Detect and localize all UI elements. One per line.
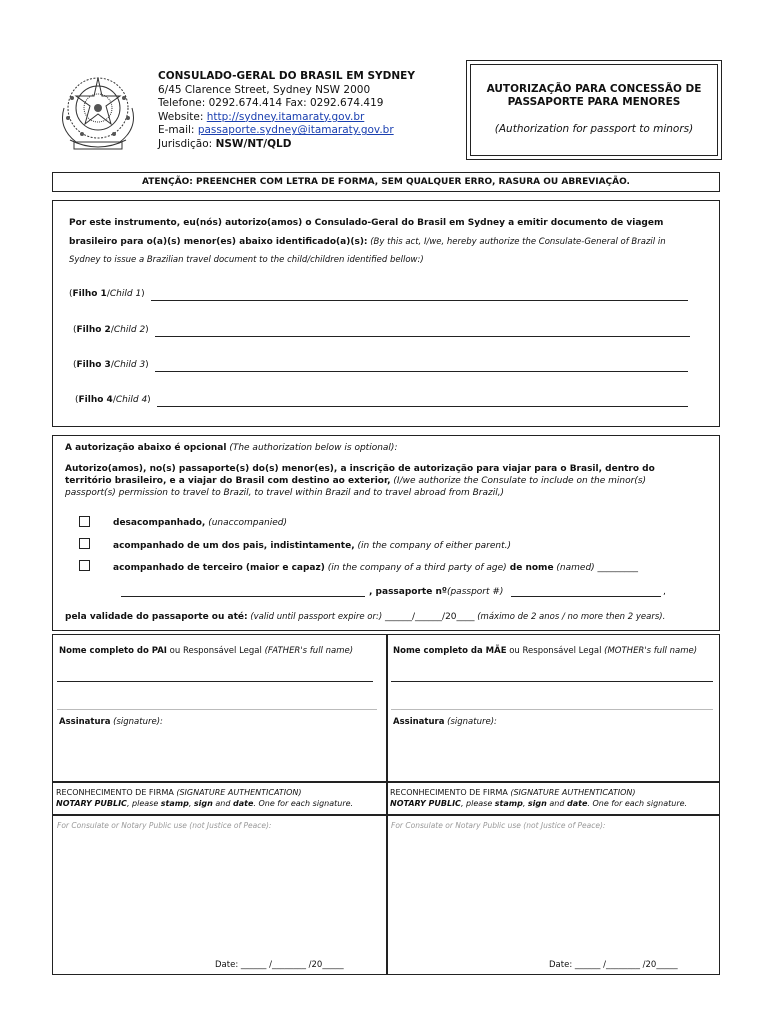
father-name-field[interactable] [57, 681, 373, 682]
notary-end-mother: . One for each signature. [587, 799, 688, 808]
father-name-label [59, 646, 353, 656]
notary-bold-mother: NOTARY PUBLIC [390, 799, 461, 808]
email-label: E-mail: [158, 124, 195, 137]
third-party-name-field[interactable] [121, 596, 365, 597]
consulate-phone: Telefone: 0292.674.414 Fax: 0292.674.419 [158, 97, 384, 110]
notary-comma-mother: , [522, 799, 528, 808]
attention-banner: ATENÇÃO: PREENCHER COM LETRA DE FORMA, SEM QUALQUER ERRO, RASURA OU ABREVIAÇÃO. [52, 172, 720, 192]
optional-heading-bold: A autorização abaixo é opcional [65, 443, 227, 453]
mother-signature-bold: Assinatura [393, 717, 445, 727]
form-title-line2: PASSAPORTE PARA MENORES [507, 96, 681, 108]
father-bold: Nome completo do PAI [59, 646, 167, 656]
notary-sign-mother: sign [527, 799, 547, 808]
father-consulate-note: For Consulate or Notary Public use (not Justice of Peace): [57, 821, 272, 830]
notary-stamp-mother: stamp [494, 799, 523, 808]
mother-notary-area[interactable] [391, 833, 716, 953]
child-3-label: Filho 3 [76, 360, 111, 370]
recon-italic-father: (SIGNATURE AUTHENTICATION) [176, 788, 302, 797]
child-3-row: (Filho 3/Child 3) [73, 360, 149, 370]
either-parent-checkbox[interactable] [79, 538, 90, 549]
validity-bold: pela validade do passaporte ou até: [65, 612, 248, 622]
child-1-name-field[interactable] [151, 300, 688, 301]
recon-label-father: RECONHECIMENTO DE FIRMA [56, 788, 177, 797]
auth-italic-2: (I/we authorize the Consulate to include on the minor(s) [390, 476, 647, 486]
intro-italic-2: (By this act, I/we, hereby authorize the Consulate-General of Brazil in [367, 237, 666, 247]
mother-authentication-header [390, 787, 687, 809]
jurisdiction-value: NSW/NT/QLD [215, 137, 292, 150]
auth-text-line2 [65, 475, 710, 487]
child-1-label: Filho 1 [72, 289, 107, 299]
optional-heading-italic: (The authorization below is optional): [226, 443, 398, 453]
mother-name-label [393, 646, 697, 656]
third-party-checkbox[interactable] [79, 560, 90, 571]
child-4-name-field[interactable] [157, 406, 688, 407]
father-signature-italic: (signature): [110, 717, 163, 727]
consulate-name: CONSULADO-GERAL DO BRASIL EM SYDNEY [158, 70, 415, 82]
validity-italic: (valid until passport expire or:) [247, 612, 383, 622]
mother-signature-field[interactable] [391, 731, 716, 779]
notary-date-father: date [233, 799, 254, 808]
father-signature-bold: Assinatura [59, 717, 111, 727]
consulate-website-row [158, 111, 415, 125]
optional-heading [65, 442, 710, 454]
auth-text-line1: Autorizo(amos), no(s) passaporte(s) do(s) menor(es), a inscrição de autorização para viajar para o Brasil, dentro do [65, 464, 655, 474]
recon-label-mother: RECONHECIMENTO DE FIRMA [390, 788, 511, 797]
opt3-bold: acompanhado de terceiro (maior e capaz) [113, 563, 325, 573]
notary-sign-father: sign [193, 799, 213, 808]
unaccompanied-option [113, 518, 287, 528]
jurisdiction-label: Jurisdição: [158, 137, 213, 150]
mother-rest: ou Responsável Legal [506, 646, 605, 656]
optional-authorization-section: A autorização abaixo é opcional (The authorization below is optional): Autorizo(amos), no(s) passaporte(s) do(s) menor(es), a inscrição de autorização para viajar para o Brasil, dentro do território brasileiro, e a viajar do Brasil com destino ao exterior, (I/we authorize the Consulate to include on the minor(s) passport(s) permission to travel to Brazil, to travel within Brazil and to travel abroad from Brazil,) desacompanhado, (unaccompanied) acompanhado de um dos pais, indistintamente, (in the company of either parent.) acompanhado de terceiro (maior e capaz) (in the company of a third party of age) de nome (named) _________ , passaporte nº(passport #) , pela validade do passaporte ou até: (valid until passport expire or:) ______/______/20____ (máximo de 2 anos / no more then 2 years). [52, 435, 720, 631]
father-date-field[interactable]: Date: ______ /________ /20_____ [215, 960, 344, 970]
notary-end-father: . One for each signature. [253, 799, 354, 808]
father-italic: (FATHER's full name) [264, 646, 354, 656]
intro-text-line2 [69, 237, 709, 247]
opt3-named-bold: de nome [506, 563, 554, 573]
parents-signature-section [52, 634, 720, 975]
child-1-row: (Filho 1/Child 1) [69, 289, 145, 299]
form-title-line1: AUTORIZAÇÃO PARA CONCESSÃO DE [486, 83, 702, 95]
notary-rest-father: , please [126, 799, 161, 808]
child-2-row: (Filho 2/Child 2) [73, 325, 149, 335]
third-party-option [113, 563, 638, 573]
mother-signature-italic: (signature): [444, 717, 497, 727]
mother-consulate-note: For Consulate or Notary Public use (not Justice of Peace): [391, 821, 606, 830]
validity-max: (máximo de 2 anos / no more then 2 years). [474, 612, 666, 622]
children-section [52, 200, 720, 427]
passport-number-field[interactable] [511, 596, 661, 597]
mother-bold: Nome completo da MÃE [393, 646, 507, 656]
child-2-label-en: Child 2 [113, 325, 146, 335]
consulate-header [158, 70, 415, 152]
intro-bold-2: brasileiro para o(a)(s) menor(es) abaixo identificado(a)(s): [69, 237, 368, 247]
brazil-coat-of-arms-seal [52, 68, 144, 156]
father-authentication-header [56, 787, 353, 809]
mother-italic: (MOTHER's full name) [604, 646, 698, 656]
consulate-email-row [158, 124, 415, 138]
website-link[interactable]: http://sydney.itamaraty.gov.br [206, 110, 365, 123]
child-2-label: Filho 2 [76, 325, 111, 335]
child-1-label-en: Child 1 [109, 289, 142, 299]
notary-stamp-father: stamp [160, 799, 189, 808]
notary-bold-father: NOTARY PUBLIC [56, 799, 127, 808]
either-parent-option [113, 541, 511, 551]
jurisdiction-row [158, 138, 415, 152]
opt3-italic: (in the company of a third party of age) [324, 563, 507, 573]
child-4-label: Filho 4 [78, 395, 113, 405]
child-2-name-field[interactable] [155, 336, 690, 337]
consulate-address: 6/45 Clarence Street, Sydney NSW 2000 [158, 83, 371, 96]
notary-and-father: and [212, 799, 233, 808]
auth-text-line3: passport(s) permission to travel to Brazil, to travel within Brazil and to travel abroad from Brazil,) [65, 488, 505, 498]
validity-date-field[interactable]: ______/______/20____ [382, 612, 475, 622]
validity-row [65, 612, 665, 622]
child-4-row: (Filho 4/Child 4) [75, 395, 151, 405]
opt1-italic: (unaccompanied) [205, 518, 287, 528]
opt1-bold: desacompanhado, [113, 518, 206, 528]
father-signature-label [59, 717, 163, 727]
passport-italic: (passport #) [446, 587, 504, 597]
website-label: Website: [158, 110, 204, 123]
auth-bold-2: território brasileiro, e a viajar do Brasil com destino ao exterior, [65, 476, 391, 486]
father-notary-area[interactable] [57, 833, 382, 953]
opt3-named-italic: (named) _________ [553, 563, 639, 573]
notary-date-mother: date [567, 799, 588, 808]
father-rest: ou Responsável Legal [166, 646, 265, 656]
mother-date-field[interactable]: Date: ______ /________ /20_____ [549, 960, 678, 970]
intro-text-line3: Sydney to issue a Brazilian travel document to the child/children identified bellow:) [69, 255, 424, 265]
passport-number-label [369, 587, 503, 597]
child-3-name-field[interactable] [155, 371, 688, 372]
mother-name-field[interactable] [391, 681, 713, 682]
opt2-bold: acompanhado de um dos pais, indistintamente, [113, 541, 355, 551]
child-3-label-en: Child 3 [113, 360, 146, 370]
child-4-label-en: Child 4 [115, 395, 148, 405]
unaccompanied-checkbox[interactable] [79, 516, 90, 527]
passport-bold: , passaporte nº [369, 587, 447, 597]
opt2-italic: (in the company of either parent.) [354, 541, 512, 551]
notary-and-mother: and [546, 799, 567, 808]
form-subtitle: (Authorization for passport to minors) [494, 123, 694, 135]
father-signature-field[interactable] [57, 731, 382, 779]
intro-text-line1: Por este instrumento, eu(nós) autorizo(amos) o Consulado-Geral do Brasil em Sydney a emitir documento de viagem [69, 218, 664, 228]
email-link[interactable]: passaporte.sydney@itamaraty.gov.br [197, 124, 394, 137]
recon-italic-mother: (SIGNATURE AUTHENTICATION) [510, 788, 636, 797]
notary-rest-mother: , please [460, 799, 495, 808]
mother-signature-label [393, 717, 497, 727]
form-title-box [466, 60, 722, 160]
notary-comma-father: , [188, 799, 194, 808]
